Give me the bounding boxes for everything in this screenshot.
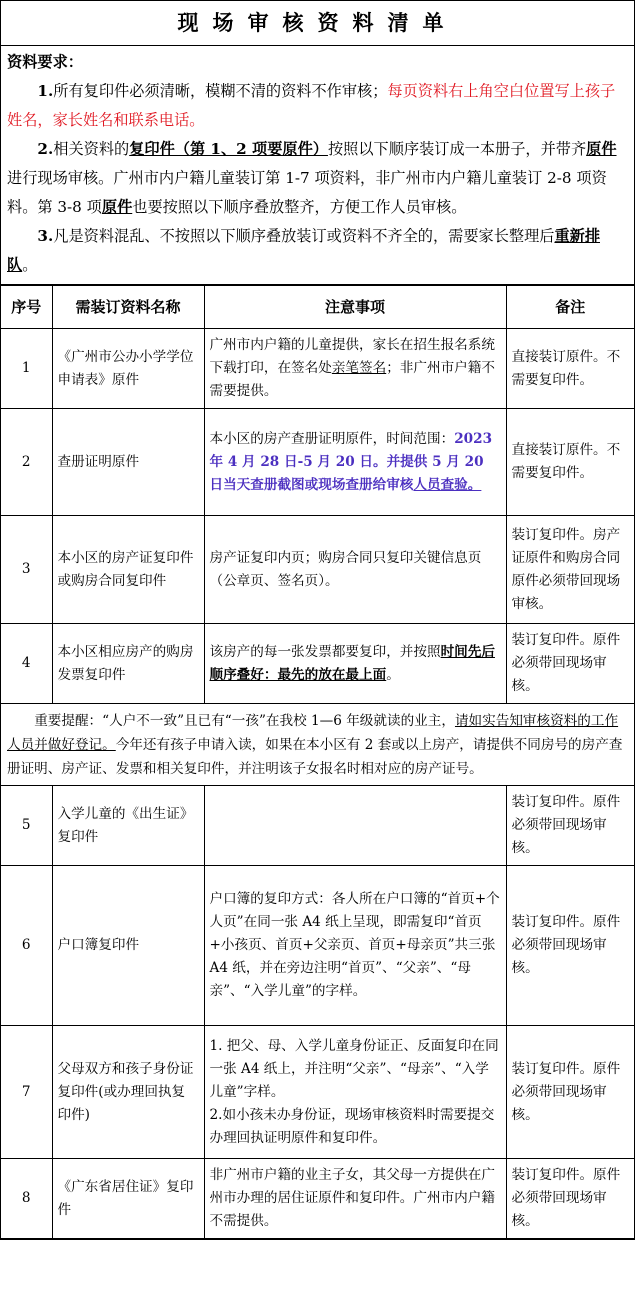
row-remarks: 直接装订原件。不需要复印件。 — [506, 329, 634, 409]
row-remarks: 装订复印件。原件必须带回现场审核。 — [506, 1159, 634, 1239]
header-remarks: 备注 — [506, 286, 634, 329]
row-remarks: 装订复印件。原件必须带回现场审核。 — [506, 1026, 634, 1159]
table-row — [1, 329, 634, 409]
row-material-name: 《广东省居住证》复印件 — [52, 1159, 204, 1239]
row-number: 2 — [1, 409, 52, 516]
row-number: 1 — [1, 329, 52, 409]
row-material-name: 查册证明原件 — [52, 409, 204, 516]
row-material-name: 本小区的房产证复印件或购房合同复印件 — [52, 516, 204, 624]
row-notes — [204, 786, 506, 866]
row-notes: 该房产的每一张发票都要复印，并按照时间先后顺序叠好：最先的放在最上面。 — [204, 624, 506, 704]
row-remarks: 直接装订原件。不需要复印件。 — [506, 409, 634, 516]
table-row — [1, 409, 634, 516]
table-row — [1, 624, 634, 704]
row-number: 6 — [1, 866, 52, 1026]
table-header-row — [1, 286, 634, 329]
row-notes: 1. 把父、母、入学儿童身份证正、反面复印在同一张 A4 纸上，并注明“父亲”、“母亲”、“入学儿童”字样。 2.如小孩未办身份证，现场审核资料时需要提交办理回执证明原件和复印件。 — [204, 1026, 506, 1159]
row-number: 7 — [1, 1026, 52, 1159]
row-material-name: 本小区相应房产的购房发票复印件 — [52, 624, 204, 704]
row-remarks: 装订复印件。房产证原件和购房合同原件必须带回现场审核。 — [506, 516, 634, 624]
important-notice: 重要提醒：“人户不一致”且已有“一孩”在我校 1—6 年级就读的业主，请如实告知审核资料的工作人员并做好登记。今年还有孩子申请入读，如果在本小区有 2 套或以上房产，请提供不同房号的房产查册证明、房产证、发票和相关复印件，并注明该子女报名时相对应的房产证号。 — [1, 704, 634, 786]
row-material-name: 父母双方和孩子身份证复印件(或办理回执复印件) — [52, 1026, 204, 1159]
requirement-2: 2.相关资料的复印件（第 1、2 项要原件）按照以下顺序装订成一本册子，并带齐原件进行现场审核。广州市内户籍儿童装订第 1-7 项资料，非广州市内户籍儿童装订 2-8 项资料。第 3-8 项原件也要按照以下顺序叠放整齐，方便工作人员审核。 — [7, 140, 617, 216]
requirement-1: 1.所有复印件必须清晰，模糊不清的资料不作审核；每页资料右上角空白位置写上孩子姓名，家长姓名和联系电话。 — [7, 82, 616, 129]
row-material-name: 入学儿童的《出生证》复印件 — [52, 786, 204, 866]
table-row — [1, 866, 634, 1026]
row-notes: 本小区的房产查册证明原件，时间范围：2023 年 4 月 28 日-5 月 20 日。并提供 5 月 20 日当天查册截图或现场查册给审核人员查验。 — [204, 409, 506, 516]
requirements-heading: 资料要求： — [7, 53, 83, 71]
row-notes: 非广州市户籍的业主子女，其父母一方提供在广州市办理的居住证原件和复印件。广州市内户籍不需提供。 — [204, 1159, 506, 1239]
requirements-section — [1, 46, 634, 285]
row-number: 8 — [1, 1159, 52, 1239]
row-notes: 户口簿的复印方式：各人所在户口簿的“首页+个人页”在同一张 A4 纸上呈现，即需复印“首页+小孩页、首页+父亲页、首页+母亲页”共三张 A4 纸，并在旁边注明“首页”、“父亲”、“母亲”、“入学儿童”的字样。 — [204, 866, 506, 1026]
materials-table — [1, 285, 634, 1239]
page-title: 现场审核资料清单 — [1, 1, 634, 46]
row-remarks: 装订复印件。原件必须带回现场审核。 — [506, 786, 634, 866]
row-material-name: 《广州市公办小学学位申请表》原件 — [52, 329, 204, 409]
row-material-name: 户口簿复印件 — [52, 866, 204, 1026]
header-notes: 注意事项 — [204, 286, 506, 329]
requirement-3: 3.凡是资料混乱、不按照以下顺序叠放装订或资料不齐全的，需要家长整理后重新排队。 — [7, 227, 600, 274]
header-number: 序号 — [1, 286, 52, 329]
row-remarks: 装订复印件。原件必须带回现场审核。 — [506, 624, 634, 704]
row-notes: 广州市内户籍的儿童提供，家长在招生报名系统下载打印，在签名处亲笔签名；非广州市户籍不需要提供。 — [204, 329, 506, 409]
table-row — [1, 1159, 634, 1239]
requirement-1-highlight: 每页资料右上角空白位置写上孩子姓名，家长姓名和联系电话。 — [7, 82, 616, 129]
table-row — [1, 516, 634, 624]
row-number: 5 — [1, 786, 52, 866]
row-number: 3 — [1, 516, 52, 624]
row-number: 4 — [1, 624, 52, 704]
important-notice-row — [1, 704, 634, 786]
header-material-name: 需装订资料名称 — [52, 286, 204, 329]
table-row — [1, 786, 634, 866]
row-remarks: 装订复印件。原件必须带回现场审核。 — [506, 866, 634, 1026]
table-row — [1, 1026, 634, 1159]
row-notes: 房产证复印内页；购房合同只复印关键信息页（公章页、签名页）。 — [204, 516, 506, 624]
